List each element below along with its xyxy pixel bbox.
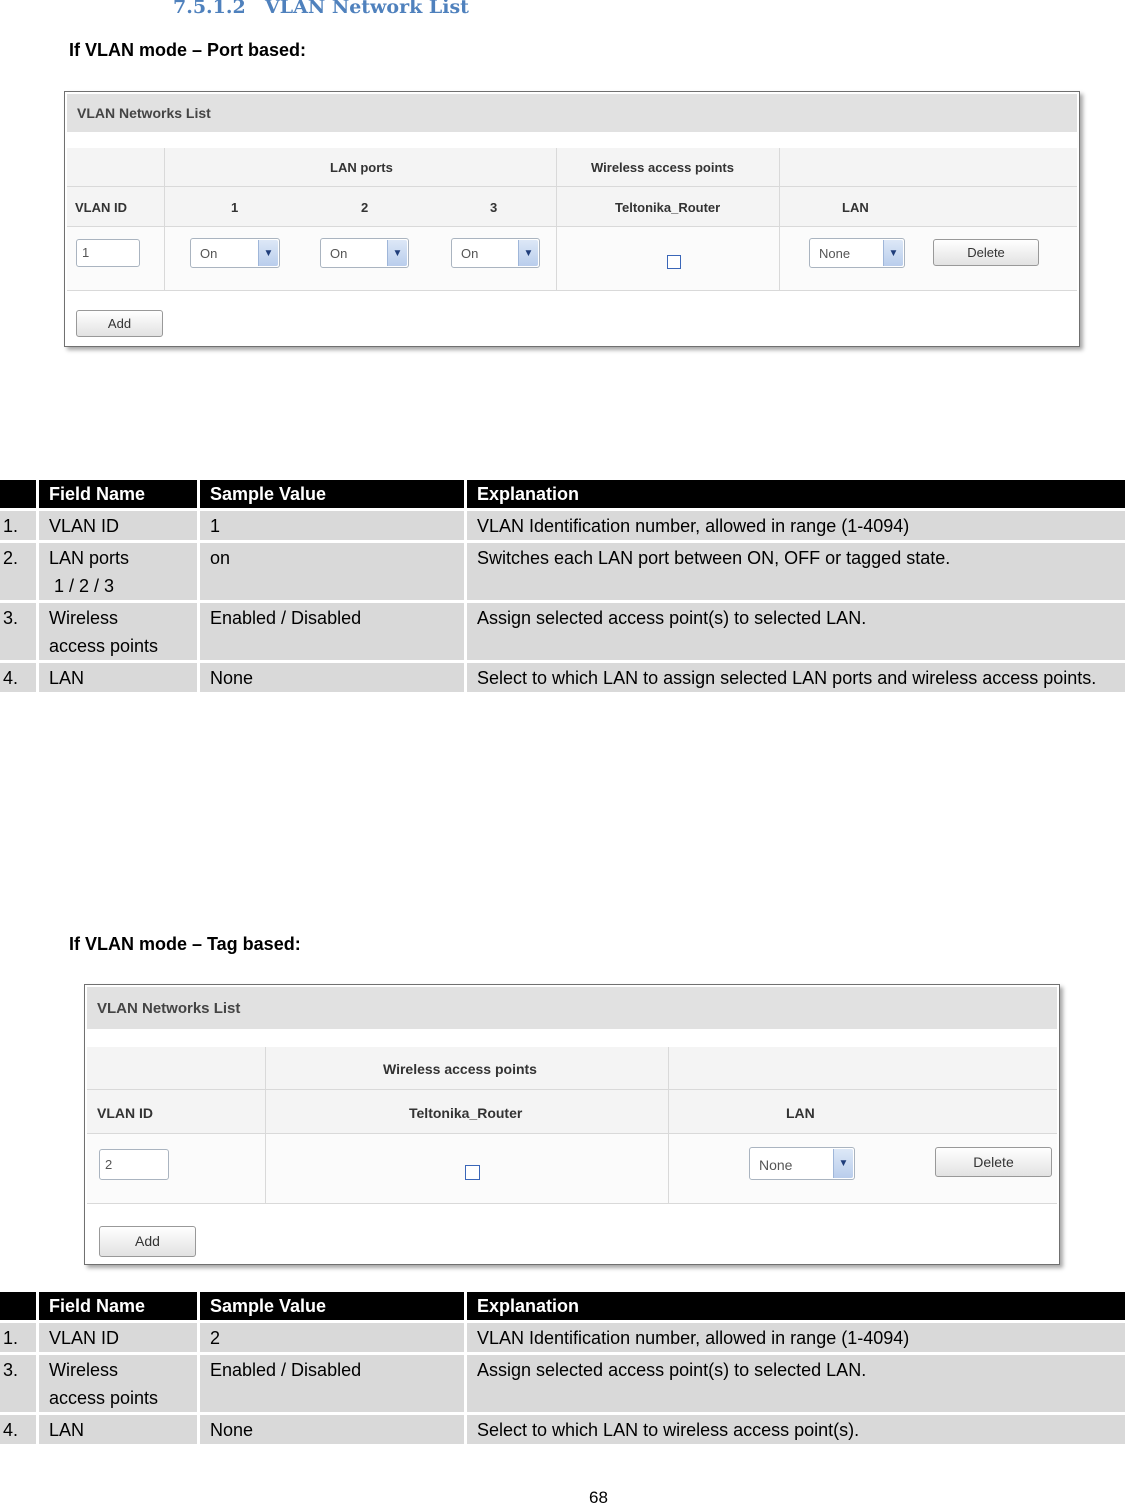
- lan-select[interactable]: [749, 1147, 855, 1180]
- port-mode-label: If VLAN mode – Port based:: [69, 40, 307, 60]
- explanation: Assign selected access point(s) to selected LAN.: [467, 603, 1125, 660]
- row-number: 1.: [0, 511, 36, 540]
- row-number: 1.: [0, 1323, 36, 1352]
- table-row: [0, 543, 1125, 600]
- field-name-header: Field Name: [39, 480, 197, 508]
- field-name: LAN: [39, 663, 197, 692]
- tag-based-screenshot: [84, 984, 1060, 1265]
- sample-value: None: [200, 663, 464, 692]
- table-row: [0, 1415, 1125, 1444]
- table-header-row: [0, 1292, 1125, 1320]
- table-row: [0, 603, 1125, 660]
- lan-column: LAN: [786, 1105, 815, 1121]
- lan-ports-header: LAN ports: [330, 160, 393, 175]
- explanation-header: Explanation: [467, 480, 1125, 508]
- port-based-screenshot: [64, 91, 1080, 347]
- explanation: Select to which LAN to assign selected LAN ports and wireless access points.: [467, 663, 1125, 692]
- section-number: 7.5.1.2: [173, 0, 246, 18]
- wireless-access-points-header: Wireless access points: [591, 160, 734, 175]
- row-number: 4.: [0, 1415, 36, 1444]
- field-name-header: Field Name: [39, 1292, 197, 1320]
- field-name: Wireless access points: [39, 603, 197, 660]
- explanation-header: Explanation: [467, 1292, 1125, 1320]
- chevron-down-icon: ▼: [387, 240, 407, 266]
- port-based-field-table: [0, 477, 1128, 695]
- explanation: VLAN Identification number, allowed in range (1-4094): [467, 511, 1125, 540]
- sample-value: 2: [200, 1323, 464, 1352]
- panel-title-bar: [67, 94, 1077, 132]
- port-2-column: 2: [361, 200, 369, 215]
- table-row: [0, 663, 1125, 692]
- wap-checkbox[interactable]: [667, 255, 681, 269]
- explanation: Switches each LAN port between ON, OFF or tagged state.: [467, 543, 1125, 600]
- port-2-select[interactable]: [320, 238, 409, 268]
- lan-column: LAN: [842, 200, 869, 215]
- sample-value-header: Sample Value: [200, 480, 464, 508]
- table-row: [0, 511, 1125, 540]
- table-row: [0, 1355, 1125, 1412]
- vlan-id-column: VLAN ID: [97, 1105, 153, 1121]
- field-name: VLAN ID: [39, 1323, 197, 1352]
- explanation: Assign selected access point(s) to selected LAN.: [467, 1355, 1125, 1412]
- field-name: Wireless access points: [39, 1355, 197, 1412]
- sample-value: None: [200, 1415, 464, 1444]
- port-1-column: 1: [231, 200, 239, 215]
- sample-value: Enabled / Disabled: [200, 1355, 464, 1412]
- add-button[interactable]: Add: [76, 310, 163, 337]
- port-3-value: On: [461, 246, 479, 261]
- panel-title-bar: [87, 987, 1057, 1029]
- panel-title: VLAN Networks List: [97, 1000, 241, 1017]
- wap-name-column: Teltonika_Router: [615, 200, 721, 215]
- wap-checkbox[interactable]: [465, 1165, 480, 1180]
- delete-button[interactable]: Delete: [933, 239, 1039, 266]
- lan-select[interactable]: [809, 238, 905, 268]
- tag-based-field-table: [0, 1289, 1128, 1447]
- section-heading: [173, 0, 469, 18]
- delete-button[interactable]: Delete: [935, 1147, 1052, 1177]
- port-3-column: 3: [490, 200, 498, 215]
- row-number: 2.: [0, 543, 36, 600]
- lan-value: None: [759, 1157, 793, 1173]
- sample-value: on: [200, 543, 464, 600]
- row-number: 4.: [0, 663, 36, 692]
- vlan-id-input[interactable]: 2: [99, 1149, 169, 1180]
- row-number: 3.: [0, 603, 36, 660]
- chevron-down-icon: ▼: [833, 1149, 853, 1178]
- sample-value: Enabled / Disabled: [200, 603, 464, 660]
- explanation: VLAN Identification number, allowed in range (1-4094): [467, 1323, 1125, 1352]
- vlan-id-input[interactable]: 1: [76, 239, 140, 267]
- sample-value-header: Sample Value: [200, 1292, 464, 1320]
- table-row: [0, 1323, 1125, 1352]
- wap-name-column: Teltonika_Router: [409, 1105, 523, 1121]
- port-2-value: On: [330, 246, 348, 261]
- field-name: LAN: [39, 1415, 197, 1444]
- explanation: Select to which LAN to wireless access point(s).: [467, 1415, 1125, 1444]
- wireless-access-points-header: Wireless access points: [383, 1061, 537, 1077]
- page-number: 68: [589, 1488, 608, 1507]
- tag-mode-label: If VLAN mode – Tag based:: [69, 934, 301, 954]
- sample-value: 1: [200, 511, 464, 540]
- row-number: 3.: [0, 1355, 36, 1412]
- panel-title: VLAN Networks List: [77, 105, 211, 121]
- field-name: LAN ports 1 / 2 / 3: [39, 543, 197, 600]
- chevron-down-icon: ▼: [883, 240, 903, 266]
- table-header-row: [0, 480, 1125, 508]
- vlan-id-column: VLAN ID: [75, 200, 127, 215]
- port-3-select[interactable]: [451, 238, 540, 268]
- chevron-down-icon: ▼: [258, 240, 278, 266]
- lan-value: None: [819, 246, 851, 261]
- port-1-value: On: [200, 246, 218, 261]
- port-1-select[interactable]: [190, 238, 280, 268]
- field-name: VLAN ID: [39, 511, 197, 540]
- section-title: VLAN Network List: [265, 0, 469, 18]
- add-button[interactable]: Add: [99, 1226, 196, 1257]
- chevron-down-icon: ▼: [518, 240, 538, 266]
